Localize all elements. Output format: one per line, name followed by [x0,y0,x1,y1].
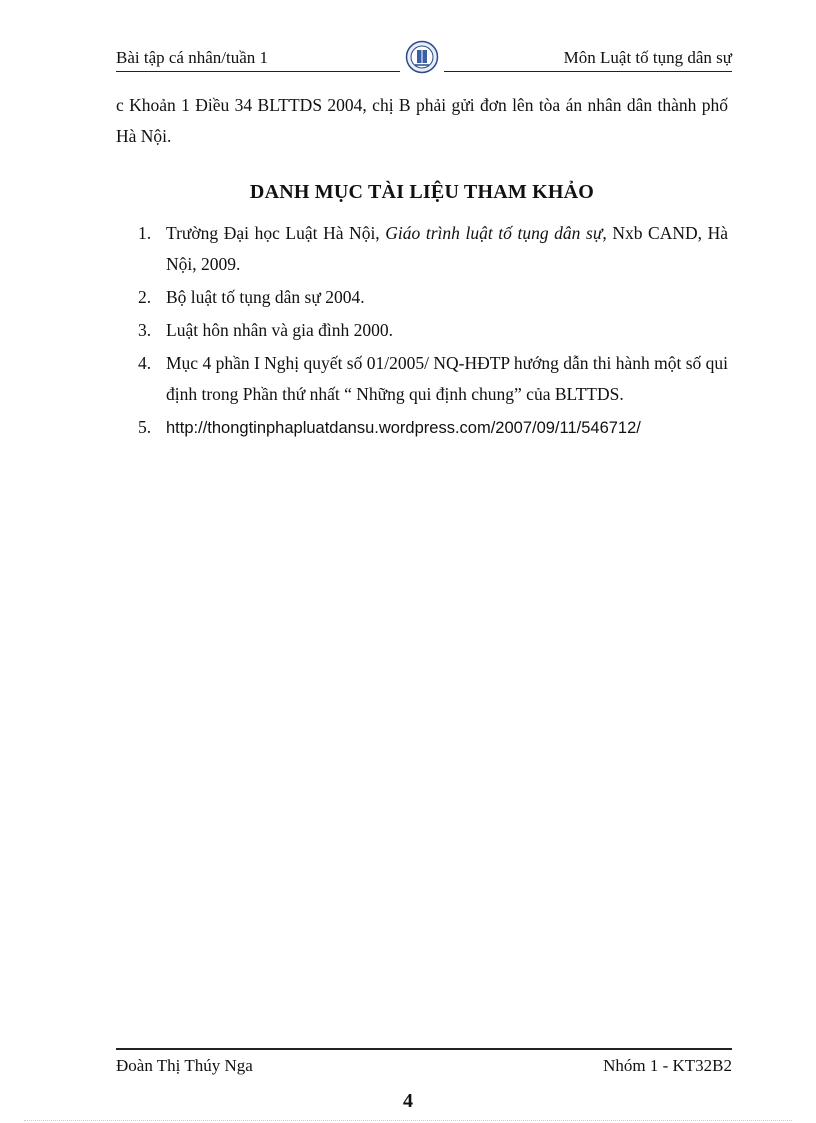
page-footer [116,1048,732,1078]
reference-item [138,315,728,346]
reference-item [138,282,728,313]
reference-item [138,412,728,444]
footer-author: Đoàn Thị Thúy Nga [116,1056,253,1075]
reference-number: 5. [138,417,152,437]
reference-text: , Nxb CAND, Hà Nội, 2009. [166,223,729,274]
reference-number: 4. [138,353,152,373]
reference-text: Bộ luật tố tụng dân sự 2004. [166,287,365,307]
reference-number: 1. [138,223,152,243]
footer-rule [116,1048,732,1050]
reference-title: Giáo trình luật tố tụng dân sự [385,223,603,243]
reference-number: 3. [138,320,152,340]
reference-text: Luật hôn nhân và gia đình 2000. [166,320,393,340]
reference-text: Mục 4 phần I Nghị quyết số 01/2005/ NQ-HĐTP hướng dẫn thi hành một số qui định trong Phần thứ nhất “ Những qui định chung” của BLTTDS. [166,353,729,404]
reference-item [138,348,728,410]
law-school-seal-icon [400,40,444,74]
header-right-text: Môn Luật tố tụng dân sự [563,48,732,67]
page-boundary-line [24,1120,792,1121]
reference-list [138,218,728,446]
reference-number: 2. [138,287,152,307]
reference-item [138,218,728,280]
footer-group: Nhóm 1 - KT32B2 [603,1056,732,1075]
reference-text: Trường Đại học Luật Hà Nội, [166,223,386,243]
body-paragraph: c Khoản 1 Điều 34 BLTTDS 2004, chị B phải gửi đơn lên tòa án nhân dân thành phố Hà Nội. [116,95,728,146]
page-header [116,44,732,72]
page-number: 4 [403,1090,413,1112]
reference-url-link[interactable]: http://thongtinphapluatdansu.wordpress.com/2007/09/11/546712/ [166,419,641,437]
references-heading: DANH MỤC TÀI LIỆU THAM KHẢO [249,181,595,203]
header-left-text: Bài tập cá nhân/tuần 1 [116,48,269,67]
